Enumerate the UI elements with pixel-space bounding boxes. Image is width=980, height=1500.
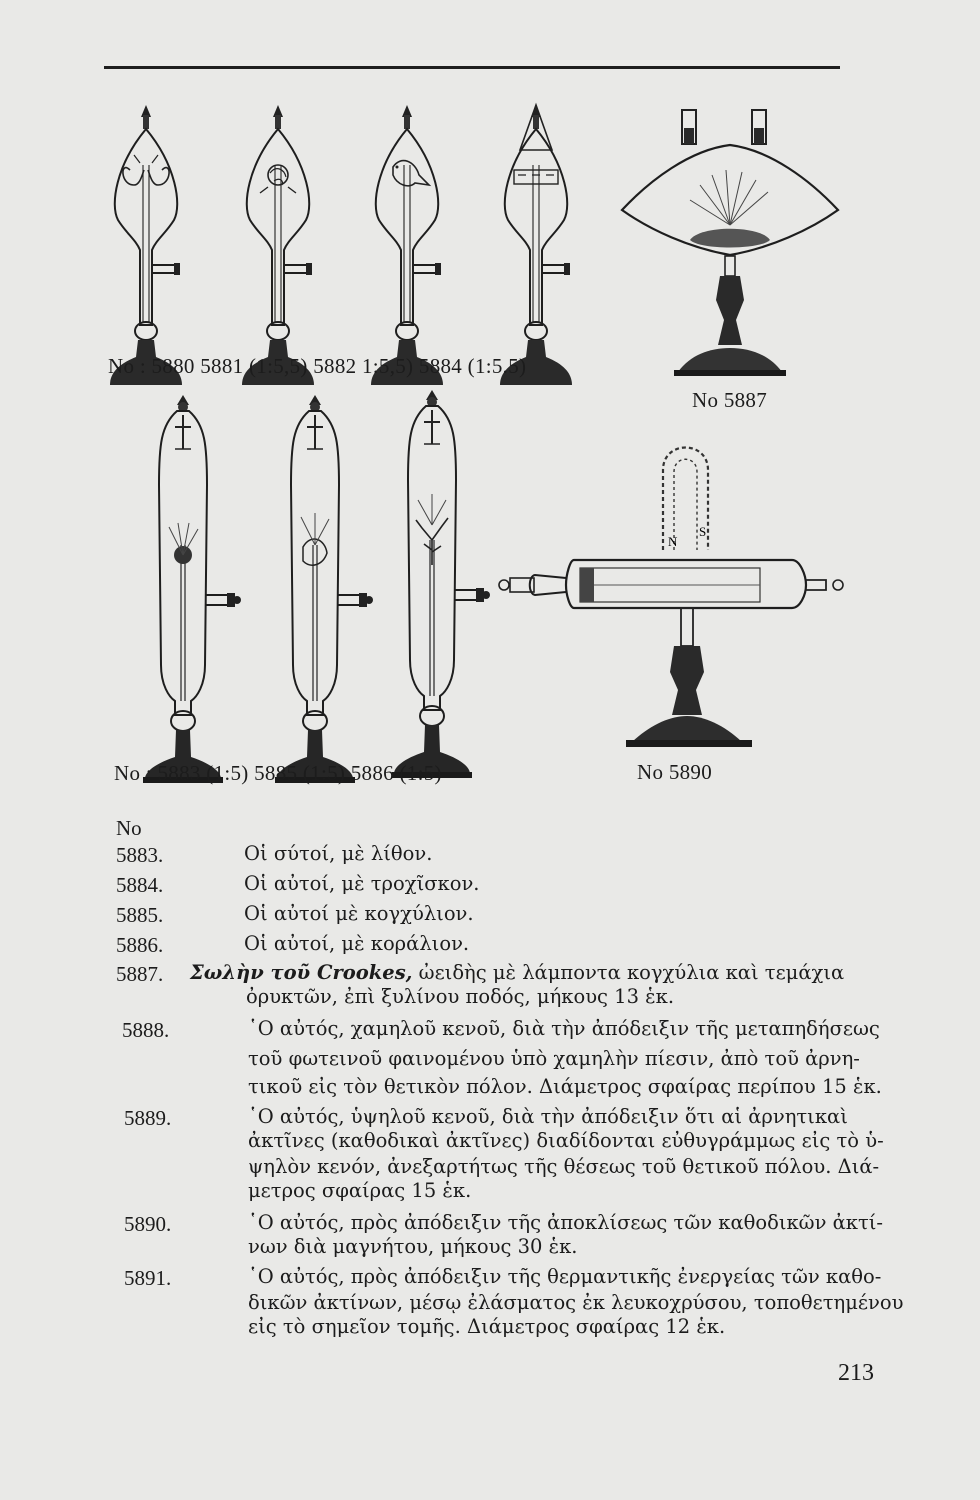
figure-5883 — [143, 395, 241, 783]
page-number: 213 — [838, 1360, 874, 1386]
caption-row2: No : 5883 (1:5) 5885 (1:5) 5886 (1:5) — [114, 761, 442, 785]
figure-5884 — [500, 105, 572, 385]
entry-text: δικῶν ἀκτίνων, μέσῳ ἐλάσματος ἐκ λευκοχρύσου, τοποθετημένου — [248, 1291, 904, 1314]
entry-text: ῾Ο αὐτός, πρὸς ἀπόδειξιν τῆς ἀποκλίσεως τῶν καθοδικῶν ἀκτί- — [248, 1211, 884, 1234]
entry-text: ῾Ο αὐτός, χαμηλοῦ κενοῦ, διὰ τὴν ἀπόδειξιν τῆς μεταπηδήσεως — [248, 1017, 880, 1040]
caption-5887: No 5887 — [692, 388, 768, 412]
entries-header: No — [116, 816, 142, 840]
entry-number: 5890. — [124, 1212, 172, 1236]
entry-text: Οἱ αὐτοί μὲ κογχύλιον. — [244, 902, 474, 925]
entry-number: 5884. — [116, 873, 164, 897]
entry-number: 5891. — [124, 1266, 172, 1290]
entry-text: ὀρυκτῶν, ἐπὶ ξυλίνου ποδός, μήκους 13 ἑκ. — [246, 985, 675, 1008]
magnet-south-label: S — [699, 524, 707, 539]
figure-5885 — [275, 395, 373, 783]
figure-5886 — [392, 390, 490, 778]
entry-text: ἀκτῖνες (καθοδικαὶ ἀκτῖνες) διαδίδονται εὐθυγράμμως εἰς τὸ ὑ- — [248, 1129, 884, 1152]
entry-text: ψηλὸν κενόν, ἀνεξαρτήτως τῆς θέσεως τοῦ θετικοῦ πόλου. Διά- — [248, 1155, 880, 1178]
figure-5880 — [110, 105, 182, 385]
figure-5890 — [499, 448, 843, 748]
figure-5882 — [371, 105, 443, 385]
entry-text: μετρος σφαίρας 15 ἑκ. — [248, 1179, 472, 1202]
figure-5881 — [242, 105, 314, 385]
entry-text: τικοῦ εἰς τὸν θετικὸν πόλον. Διάμετρος σφαίρας περίπου 15 ἑκ. — [248, 1075, 882, 1098]
entry-text: εἰς τὸ σημεῖον τομῆς. Διάμετρος σφαίρας 12 ἑκ. — [248, 1315, 726, 1338]
caption-row1: No : 5880 5881 (1:5,5) 5882 1:5,5) 5884 (1:5.5) — [108, 354, 527, 378]
caption-5890: No 5890 — [637, 760, 713, 784]
entry-text: νων διὰ μαγνήτου, μήκους 30 ἑκ. — [248, 1235, 578, 1258]
entry-number: 5886. — [116, 933, 164, 957]
entry-text: τοῦ φωτεινοῦ φαινομένου ὑπὸ χαμηλὴν πίεσιν, ἀπὸ τοῦ ἀρνη- — [248, 1047, 860, 1070]
entry-text: Οἱ σύτοί, μὲ λίθον. — [244, 842, 433, 865]
entry-text: Οἱ αὐτοί, μὲ τροχῖσκον. — [244, 872, 480, 895]
entry-lead: Σωλὴν τοῦ Crookes, — [190, 961, 413, 984]
entry-text: Οἱ αὐτοί, μὲ κοράλιον. — [244, 932, 470, 955]
entry-text: ῾Ο αὐτός, πρὸς ἀπόδειξιν τῆς θερμαντικῆς ἐνεργείας τῶν καθο- — [248, 1265, 882, 1288]
entry-text: Σωλὴν τοῦ Crookes, ὠειδὴς μὲ λάμποντα κογχύλια καὶ τεμάχια — [190, 961, 845, 984]
magnet-north-label: N — [668, 534, 678, 549]
entry-number: 5889. — [124, 1106, 172, 1130]
entry-number: 5888. — [122, 1018, 170, 1042]
entry-number: 5885. — [116, 903, 164, 927]
figure-5887 — [622, 110, 838, 376]
entry-number: 5883. — [116, 843, 164, 867]
entry-number: 5887. — [116, 962, 164, 986]
entry-text: ῾Ο αὐτός, ὑψηλοῦ κενοῦ, διὰ τὴν ἀπόδειξιν ὅτι αἱ ἀρνητικαὶ — [248, 1105, 848, 1128]
